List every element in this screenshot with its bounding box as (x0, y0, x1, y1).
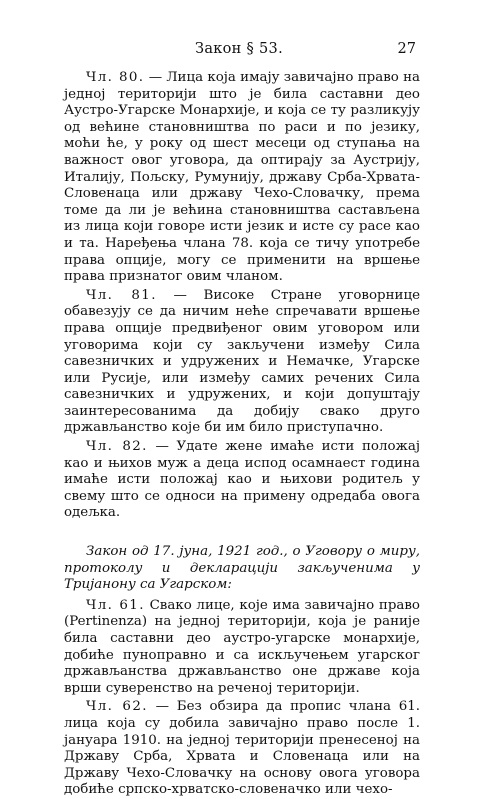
section-heading: Закон од 17. јуна, 1921 год., о Уговору о миру, протоколу и декларацији закљученима у Тријанону са Угарском: (64, 544, 420, 593)
article-label: Чл. 80. (86, 70, 145, 85)
article-62 (64, 699, 420, 799)
article-label: Чл. 82. (86, 439, 148, 455)
article-text: — Лица која имају завичајно право на једној територији што је била саставни део Аустро-Угарске Монархије, и која се ту разликују од већине становништва по раси и по језику, моћи ће, у року од шест месеци од ступања на важност овог уговора, да оптирају за Аустрију, Италију, Пољску, Румунију, државу Срба-Хрвата-Словенаца или државу Чехо-Словачку, према томе да ли је већина становништва састављена из лица који говоре исти језик и исте су расе као и та. Наређења члана 78. која се тичу употребе права опције, могу се применити на вршење права признатог овим чланом. (64, 70, 420, 285)
article-text: — Високе Стране уговорнице обавезују се да ничим неће спречавати вршење права опције предвиђеног овим уговором или уговорима који су закључени између Сила савезничких и удружених и Немачке, Угарске или Русије, или између самих речених Сила савезничких и удружених, и који допуштају заинтересованима да добију свако друго држављанство које би им било приступачно. (64, 287, 420, 436)
trianon-section (64, 544, 420, 799)
article-82 (64, 439, 420, 522)
article-label: Чл. 62. (86, 699, 148, 715)
article-text: — Удате жене имаће исти положај као и њихов муж а деца испод осамнаест година имаће исти положај као и њихови родитељ у свему што се односи на примену одредаба овога одељка. (64, 439, 420, 521)
article-61 (64, 598, 420, 698)
article-81 (64, 288, 420, 437)
article-text: — Без обзира да пропис члана 61. лица која су добила завичајно право после 1. јануара 1910. на једној територији пренесеној на Државу Срба, Хрвата и Словенаца или на Државу Чехо-Словачку на основу овога уговора добиће српско-хрватско-словеначко или чехо- (64, 699, 420, 798)
article-label: Чл. 81. (86, 287, 157, 303)
page-number: 27 (397, 41, 416, 57)
article-label: Чл. 61. (86, 597, 145, 613)
article-80 (64, 70, 420, 286)
page-header (62, 38, 416, 60)
page-body (64, 70, 420, 799)
article-text: Свако лице, које има завичајно право (Pertinenza) на једној територији, која је раније била саставни део аустро-угарске монархије, добиће пуноправно и са искључењем угарског држављанства држављанство оне државе која врши суверенство на реченој територији. (64, 597, 420, 696)
running-title: Закон § 53. (195, 41, 283, 57)
